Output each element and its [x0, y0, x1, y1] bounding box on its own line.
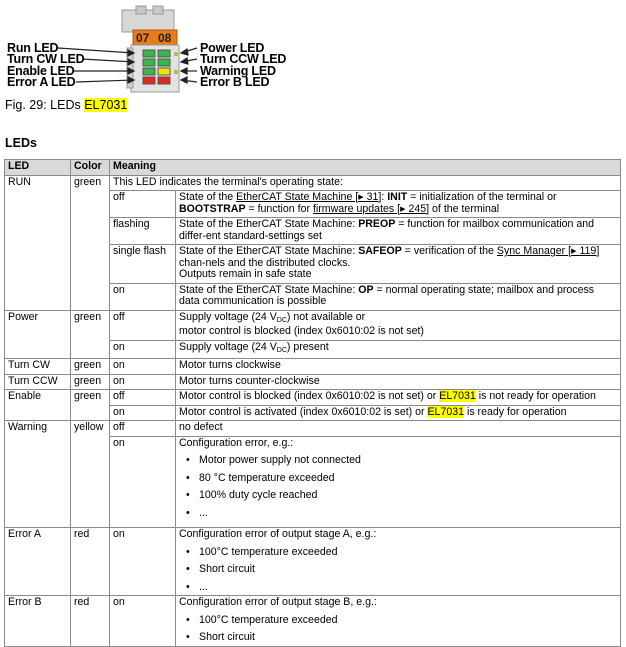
turn-cw-led: [143, 59, 155, 66]
enable-on-state: on: [110, 405, 176, 421]
run-intro: This LED indicates the terminal's operating state:: [110, 175, 621, 191]
table-row: [5, 528, 621, 596]
list-item: • Motor power supply not connected: [199, 455, 617, 467]
led-warning: Warning: [5, 421, 71, 528]
section-title: LEDs: [5, 136, 37, 150]
power-off-state: off: [110, 310, 176, 340]
label-turn-cw-led: Turn CW LED: [7, 52, 85, 66]
list-item: • Short circuit: [199, 632, 617, 644]
turn-ccw-meaning: Motor turns counter-clockwise: [176, 374, 621, 390]
svg-text:08: 08: [158, 31, 172, 45]
warning-off-state: off: [110, 421, 176, 437]
link-ethercat-state-machine[interactable]: EtherCAT State Machine [▶ 31]: [236, 191, 382, 203]
led-enable: Enable: [5, 390, 71, 421]
enable-led: [143, 68, 155, 75]
label-turn-ccw-led: Turn CCW LED: [200, 52, 287, 66]
error-a-led: [143, 77, 155, 84]
svg-text:07: 07: [136, 31, 150, 45]
enable-off-meaning: Motor control is blocked (index 0x6010:02 is not set) or EL7031 is not ready for operation: [176, 390, 621, 406]
caption-text: Fig. 29: LEDs: [5, 98, 85, 112]
led-run: RUN: [5, 175, 71, 310]
link-firmware-updates[interactable]: firmware updates [▶ 245]: [312, 202, 430, 215]
led-power: Power: [5, 310, 71, 359]
power-off-meaning: Supply voltage (24 $V_{DC}$) not available or motor control is blocked (index 0x6010:02 is not set): [176, 310, 621, 340]
table-row: [5, 596, 621, 647]
list-item: • Short circuit: [199, 564, 617, 576]
enable-on-meaning: Motor control is activated (index 0x6010:02 is set) or EL7031 is ready for operation: [176, 405, 621, 421]
table-row: [5, 421, 621, 437]
table-header-row: [5, 160, 621, 176]
table-row: [5, 310, 621, 340]
table-row: [5, 390, 621, 406]
error-b-led: [158, 77, 170, 84]
list-item: • 100°C temperature exceeded: [199, 547, 617, 559]
led-error-a: Error A: [5, 528, 71, 596]
list-item: • 80 °C temperature exceeded: [199, 473, 617, 485]
run-flashing-state: flashing: [110, 218, 176, 245]
enable-off-state: off: [110, 390, 176, 406]
caption-product: EL7031: [84, 98, 128, 112]
color-turn-ccw: green: [71, 374, 110, 390]
warning-off-meaning: no defect: [176, 421, 621, 437]
turn-ccw-state: on: [110, 374, 176, 390]
power-on-meaning: Supply voltage (24 $V_{DC}$) present: [176, 340, 621, 359]
turn-cw-meaning: Motor turns clockwise: [176, 359, 621, 375]
list-item: • 100°C temperature exceeded: [199, 615, 617, 627]
color-run: green: [71, 175, 110, 310]
error-b-meaning: [176, 596, 621, 647]
table-row: [5, 359, 621, 375]
header-led: LED: [5, 160, 71, 176]
color-error-a: red: [71, 528, 110, 596]
run-on-meaning: State of the EtherCAT State Machine: OP = normal operating state; mailbox and process data communication is possible: [176, 283, 621, 310]
terminal-illustration: [0, 0, 626, 96]
warning-intro: Configuration error, e.g.:: [179, 436, 294, 449]
warning-led: [158, 68, 170, 75]
power-on-state: on: [110, 340, 176, 359]
run-off-meaning: State of the EtherCAT State Machine [▶ 31]: INIT = initialization of the terminal or BOOTSTRAP = function for firmware updates [▶ 245] of the terminal: [176, 191, 621, 218]
run-led: [143, 50, 155, 57]
label-power-led: Power LED: [200, 41, 265, 55]
label-warning-led: Warning LED: [200, 64, 276, 78]
label-enable-led: Enable LED: [7, 64, 75, 78]
run-single-flash-meaning: State of the EtherCAT State Machine: SAFEOP = verification of the Sync Manager [▶ 119] chan-nels and the distributed clocks. Outputs remain in safe state: [176, 245, 621, 284]
error-b-state: on: [110, 596, 176, 647]
led-turn-ccw: Turn CCW: [5, 374, 71, 390]
led-turn-cw: Turn CW: [5, 359, 71, 375]
color-enable: green: [71, 390, 110, 421]
table-row: [5, 175, 621, 191]
header-color: Color: [71, 160, 110, 176]
error-a-intro: Configuration error of output stage A, e.g.:: [179, 528, 377, 540]
color-turn-cw: green: [71, 359, 110, 375]
header-meaning: Meaning: [110, 160, 621, 176]
color-error-b: red: [71, 596, 110, 647]
color-warning: yellow: [71, 421, 110, 528]
figure-caption: [5, 98, 127, 112]
power-led: [158, 50, 170, 57]
run-single-flash-state: single flash: [110, 245, 176, 284]
label-error-b-led: Error B LED: [200, 75, 270, 89]
turn-ccw-led: [158, 59, 170, 66]
label-run-led: Run LED: [7, 41, 59, 55]
error-a-meaning: [176, 528, 621, 596]
run-on-state: on: [110, 283, 176, 310]
run-off-state: off: [110, 191, 176, 218]
run-flashing-meaning: State of the EtherCAT State Machine: PREOP = function for mailbox communication and differ-ent standard-settings set: [176, 218, 621, 245]
list-item: • ...: [199, 582, 617, 594]
list-item: • 100% duty cycle reached: [199, 490, 617, 502]
error-b-intro: Configuration error of output stage B, e.g.:: [179, 596, 377, 608]
warning-on-state: on: [110, 436, 176, 528]
color-power: green: [71, 310, 110, 359]
turn-cw-state: on: [110, 359, 176, 375]
led-error-b: Error B: [5, 596, 71, 647]
link-sync-manager[interactable]: Sync Manager [▶ 119]: [496, 245, 600, 257]
label-error-a-led: Error A LED: [7, 75, 76, 89]
error-a-state: on: [110, 528, 176, 596]
table-row: [5, 374, 621, 390]
list-item: • ...: [199, 508, 617, 520]
warning-on-meaning: [176, 436, 621, 528]
led-table: [4, 159, 621, 647]
led-figure: [0, 0, 626, 96]
